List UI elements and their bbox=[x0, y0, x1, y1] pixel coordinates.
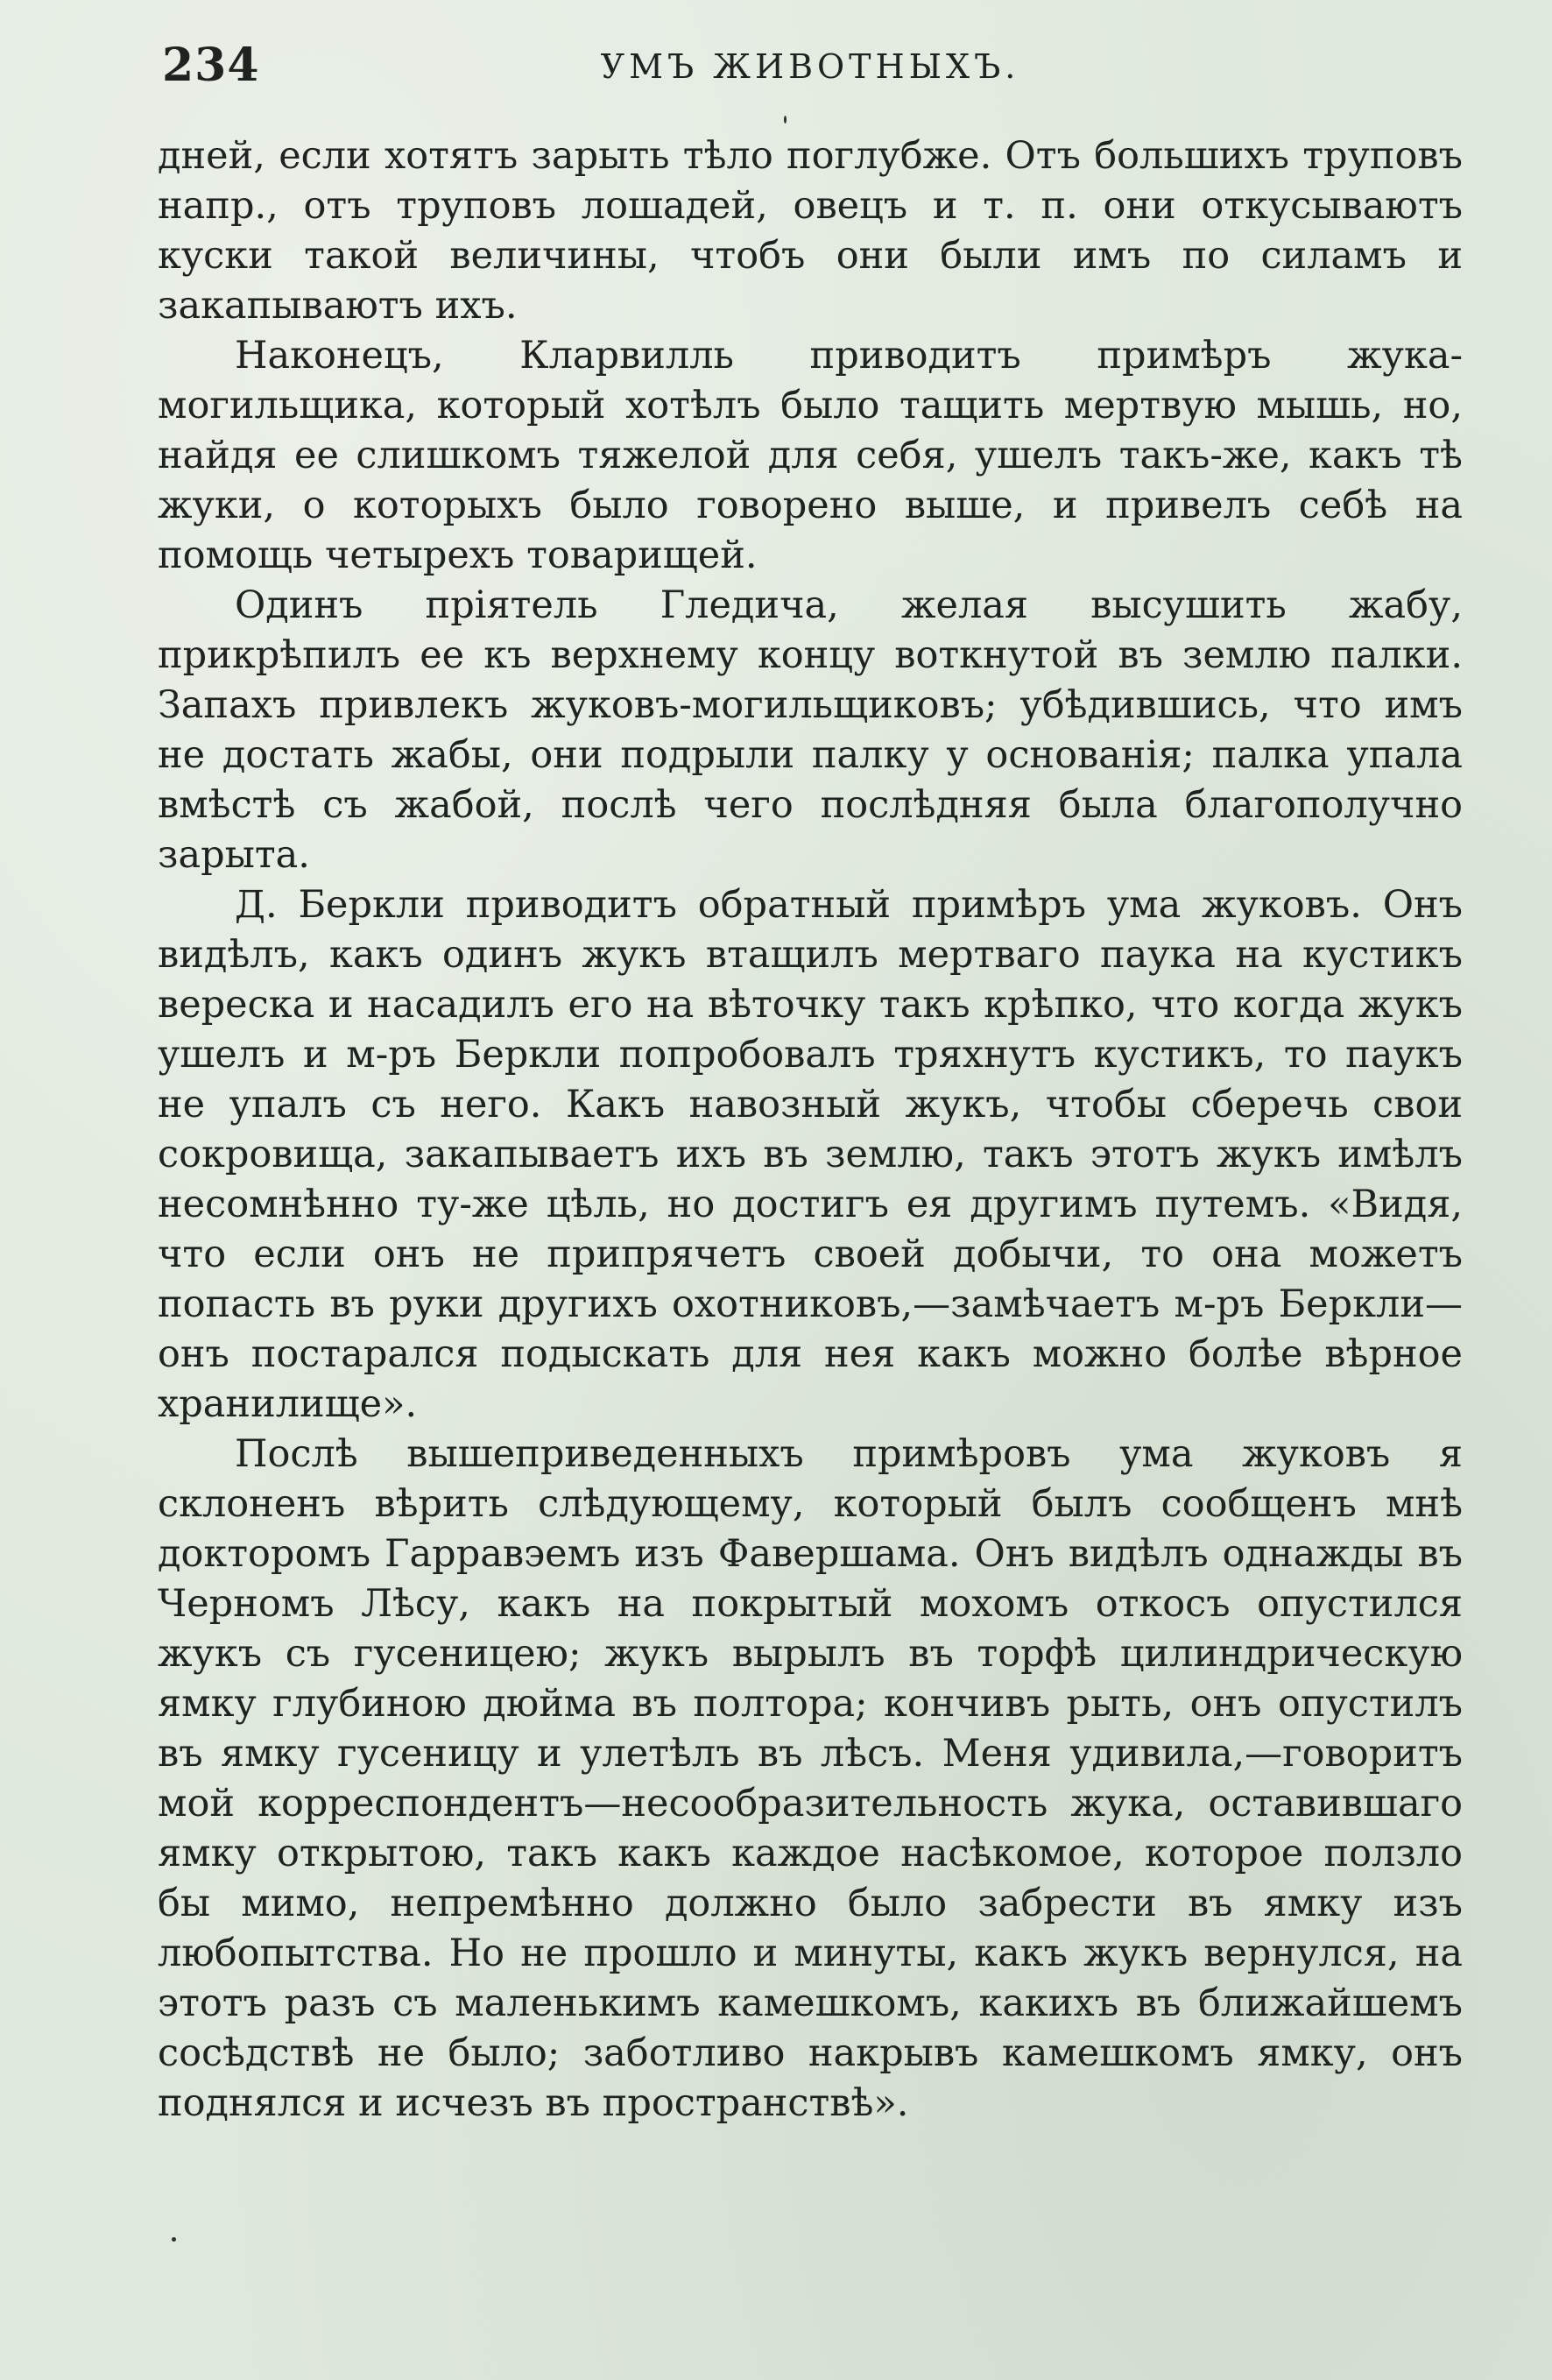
body-text bbox=[158, 131, 1463, 2129]
paragraph: Послѣ вышеприведенныхъ примѣровъ ума жуковъ я склоненъ вѣрить слѣдующему, который былъ сообщенъ мнѣ докторомъ Гарравэемъ изъ Фавершама. Онъ видѣлъ однажды въ Черномъ Лѣсу, какъ на покрытый мохомъ откосъ опустился жукъ съ гусеницею; жукъ вырылъ въ торфѣ цилиндрическую ямку глубиною дюйма въ полтора; кончивъ рыть, онъ опустилъ въ ямку гусеницу и улетѣлъ въ лѣсъ. Меня удивила,—говоритъ мой корреспондентъ—несообразительность жука, оставившаго ямку открытою, такъ какъ каждое насѣкомое, которое ползло бы мимо, непремѣнно должно было забрести въ ямку изъ любопытства. Но не прошло и минуты, какъ жукъ вернулся, на этотъ разъ съ маленькимъ камешкомъ, какихъ въ ближайшемъ сосѣдствѣ не было; заботливо накрывъ камешкомъ ямку, онъ поднялся и исчезъ въ пространствѣ». bbox=[158, 1432, 1463, 2125]
paragraph: Наконецъ, Кларвилль приводитъ примѣръ жука-могильщика, который хотѣлъ было тащить мертвую мышь, но, найдя ее слишкомъ тяжелой для себя, ушелъ такъ-же, какъ тѣ жуки, о которыхъ было говорено выше, и привелъ себѣ на помощь четырехъ товарищей. bbox=[158, 334, 1463, 577]
running-title: УМЪ ЖИВОТНЫХЪ. bbox=[600, 47, 1020, 86]
page-number: 234 bbox=[162, 39, 260, 92]
paragraph: Д. Беркли приводитъ обратный примѣръ ума жуковъ. Онъ видѣлъ, какъ одинъ жукъ втащилъ мертваго паука на кустикъ вереска и насадилъ его на вѣточку такъ крѣпко, что когда жукъ ушелъ и м-ръ Беркли попробовалъ тряхнутъ кустикъ, то паукъ не упалъ съ него. Какъ навозный жукъ, чтобы сберечь свои сокровища, закапываетъ ихъ въ землю, такъ этотъ жукъ имѣлъ несомнѣнно ту-же цѣль, но достигъ ея другимъ путемъ. «Видя, что если онъ не припрячетъ своей добычи, то она можетъ попасть въ руки другихъ охотниковъ,—замѣчаетъ м-ръ Беркли—онъ постарался подыскать для нея какъ можно болѣе вѣрное хранилище». bbox=[158, 883, 1463, 1426]
ink-speck bbox=[172, 2237, 176, 2242]
paragraph: дней, если хотятъ зарыть тѣло поглубже. Отъ большихъ труповъ напр., отъ труповъ лошадей, овецъ и т. п. они откусываютъ куски такой величины, чтобъ они были имъ по силамъ и закапываютъ ихъ. bbox=[158, 134, 1463, 328]
paragraph: Одинъ пріятель Гледича, желая высушить жабу, прикрѣпилъ ее къ верхнему концу воткнутой въ землю палки. Запахъ привлекъ жуковъ-могильщиковъ; убѣдившись, что имъ не достать жабы, они подрыли палку у основанія; палка упала вмѣстѣ съ жабой, послѣ чего послѣдняя была благополучно зарыта. bbox=[158, 583, 1463, 877]
ink-speck bbox=[784, 116, 787, 124]
running-head bbox=[162, 35, 1458, 105]
